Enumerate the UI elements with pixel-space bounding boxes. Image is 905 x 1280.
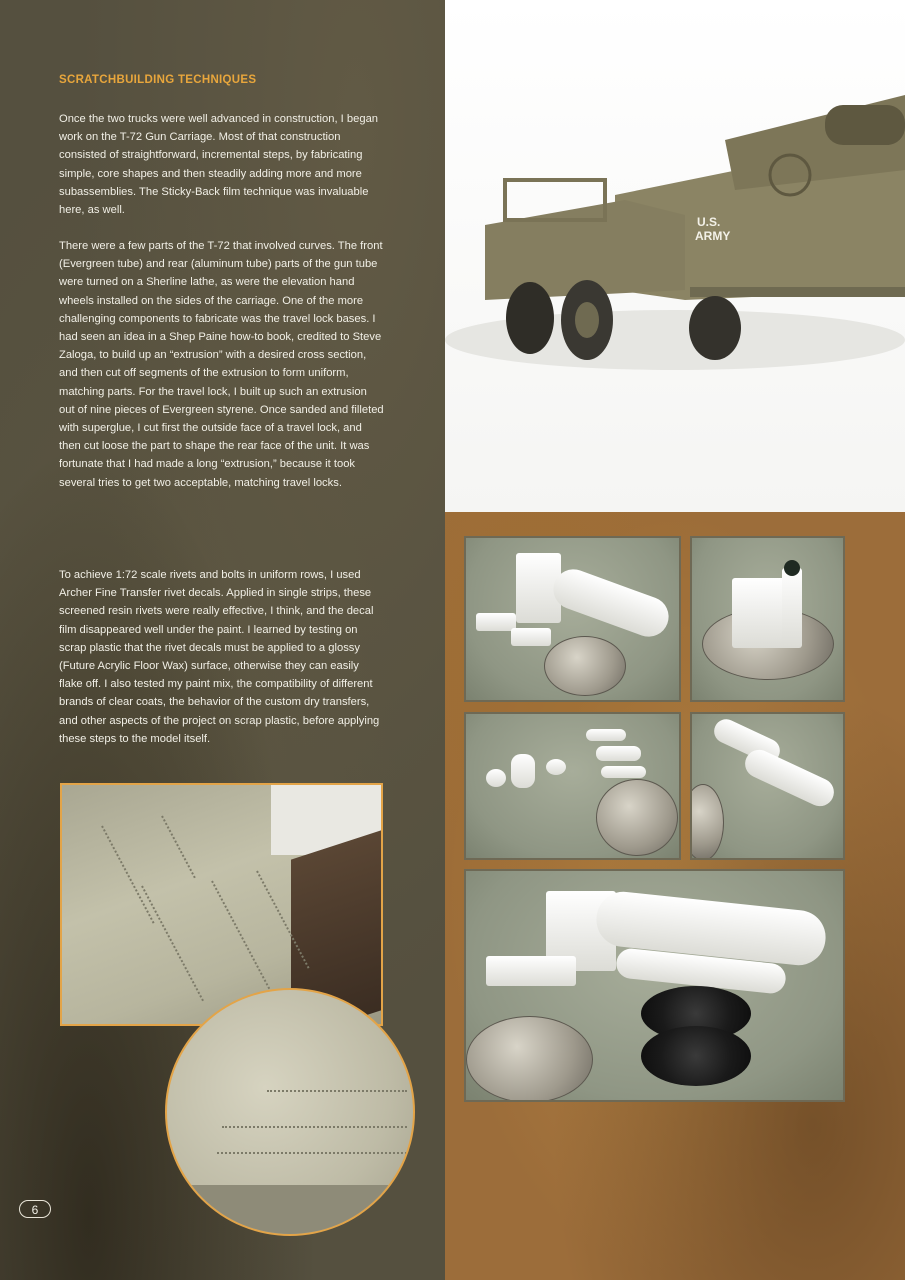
rivet-row: [217, 1152, 407, 1154]
white-part: [476, 613, 516, 631]
left-text-column: [0, 0, 445, 1280]
hero-model-illustration: [445, 0, 905, 512]
page-number: 6: [19, 1200, 51, 1218]
rivet-row: [211, 881, 274, 997]
rivet-decals-photo: [60, 783, 383, 1026]
photo-travel-lock-assembled: [690, 712, 845, 860]
white-part: [548, 564, 674, 643]
marking-line-1: U.S.: [697, 215, 721, 229]
rivet-row: [161, 816, 196, 879]
white-part: [511, 754, 535, 788]
white-part: [741, 745, 839, 811]
gun-carriage-hero-photo: [445, 0, 905, 512]
quarter-coin: [466, 1016, 593, 1102]
quarter-coin: [596, 779, 678, 856]
rivet-row: [101, 826, 154, 924]
closeup-shadow: [167, 1185, 415, 1236]
paragraph-3: To achieve 1:72 scale rivets and bolts in uniform rows, I used Archer Fine Transfer rivet decals. Applied in single strips, these screened resin rivets were really effective, I think, and the decal film disappeared well under the paint. I learned by testing on scrap plastic that the rivet decals must be applied to a glossy (Future Acrylic Floor Wax) surface, otherwise they can easily flake off. I also tested my paint mix, the compatibility of different brands of clear coats, the behavior of the custom dry transfers, and other aspects of the project on scrap plastic, before applying these steps to the model itself.: [59, 569, 380, 745]
rivet-closeup-circle: [165, 988, 415, 1236]
white-part: [601, 766, 646, 778]
rivet-row: [267, 1090, 407, 1092]
quarter-coin: [690, 784, 724, 860]
white-part: [546, 759, 566, 775]
rivet-row: [141, 886, 204, 1002]
paragraph-1: Once the two trucks were well advanced in construction, I began work on the T-72 Gun Carriage. Most of that construction consisted of straightforward, incremental steps, by fabricating simple, core shapes and then steadily adding more and more subassemblies. The Sticky-Back film technique was invaluable here, as well.: [59, 113, 379, 217]
photo-winch-assembly: [690, 536, 845, 702]
white-part: [511, 628, 551, 646]
paragraph-2: There were a few parts of the T-72 that involved curves. The front (Evergreen tube) and rear (aluminum tube) parts of the gun tube were turned on a Sherline lathe, as were the elevation hand wheels installed on the sides of the carriage. One of the more challenging components to fabricate was the travel lock bases. I had seen an idea in a Shep Paine how-to book, credited to Steve Zaloga, to build up an “extrusion” with a desired cross section, and then cut off segments of the extrusion to form uniform, matching parts. For the travel lock, I built up such an extrusion out of nine pieces of Evergreen styrene. Once sanded and filleted with superglue, I cut first the outside face of a travel lock, and then cut loose the part to shape the rear face of the unit. It was fortunate that I had made a long “extrusion,” because it took several tries to get two acceptable, matching travel locks.: [59, 240, 384, 489]
marking-line-2: ARMY: [695, 229, 731, 243]
white-part: [596, 746, 641, 761]
rivet-row: [222, 1126, 407, 1128]
white-part: [486, 956, 576, 986]
photo-turned-parts: [464, 712, 681, 860]
photo-gallery-panel: [445, 512, 905, 1280]
photo-gun-carriage-subassembly: [464, 869, 845, 1102]
photo-travel-lock-parts: [464, 536, 681, 702]
section-heading: SCRATCHBUILDING TECHNIQUES: [59, 74, 257, 86]
white-part: [782, 568, 802, 648]
white-part: [586, 729, 626, 741]
winch-knob: [784, 560, 800, 576]
white-part: [732, 578, 787, 648]
quarter-coin: [544, 636, 626, 696]
white-part: [486, 769, 506, 787]
tire: [641, 1026, 751, 1086]
